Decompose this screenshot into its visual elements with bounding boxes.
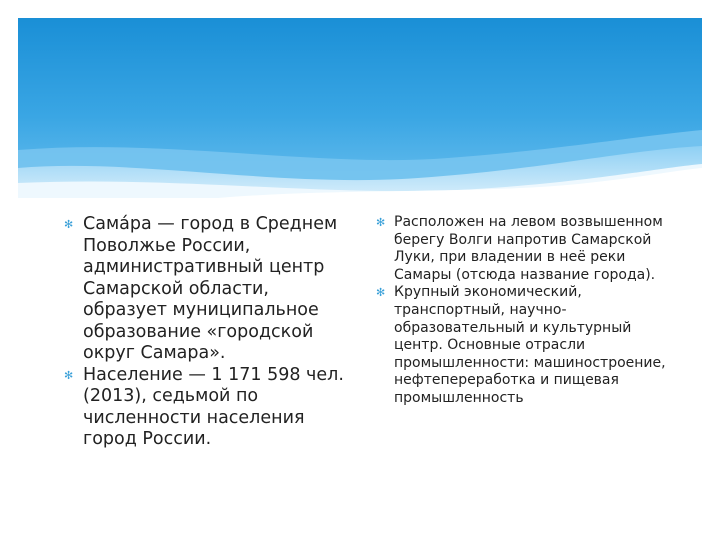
bullet-text: Крупный экономический, транспортный, научно-образовательный и культурный центр. Основные отрасли промышленности: машиностроение, нефтепереработка и пищевая промышленность: [394, 284, 666, 406]
bullet-text: Сама́ра — город в Среднем Поволжье России, административный центр Самарской области, образует муниципальное образование «городской округ Самара».: [83, 214, 338, 363]
snowflake-icon: ✻: [64, 218, 74, 231]
slide: [18, 18, 702, 526]
left-column: [64, 214, 354, 451]
bullet-text: Население — 1 171 598 чел. (2013), седьмой по численности населения город России.: [83, 364, 344, 449]
bullet-text: Расположен на левом возвышенном берегу Волги напротив Самарской Луки, при владении в неё реки Самары (отсюда название города).: [394, 214, 663, 283]
bullet-item: [64, 214, 354, 365]
wave-decoration: [18, 18, 702, 198]
header-wave-band: [18, 18, 702, 198]
snowflake-icon: ✻: [376, 216, 386, 229]
snowflake-icon: ✻: [64, 368, 74, 382]
bullet-item: [376, 284, 676, 407]
snowflake-icon: ✻: [376, 286, 386, 300]
right-column: [376, 214, 676, 408]
bullet-item: [376, 214, 676, 284]
bullet-item: [64, 365, 354, 451]
